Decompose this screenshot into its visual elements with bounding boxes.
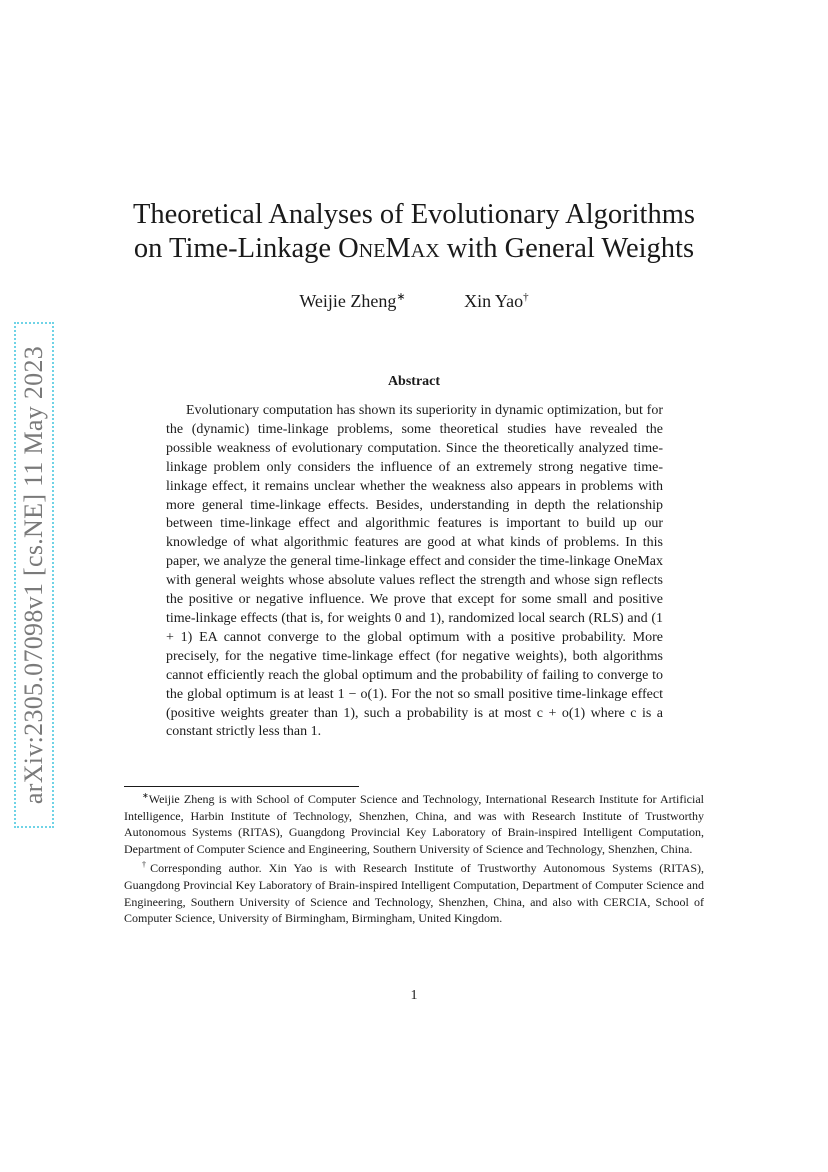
abstract-body: Evolutionary computation has shown its superiority in dynamic optimization, but for the (dynamic) time-linkage problems, some theoretical studies have revealed the possible weakness of evolutionary computation. Since the theoretically analyzed time-linkage problem only considers the influence of an extremely strong negative time-linkage effect, it remains unclear whether the weakness also appears in problems with more general time-linkage effects. Besides, understanding in depth the relationship between time-linkage effect and algorithmic features is important to build up our knowledge of what algorithmic features are good at what kinds of problems. In this paper, we analyze the general time-linkage effect and consider the time-linkage OneMax with general weights whose absolute values reflect the strength and whose sign reflects the positive or negative influence. We prove that except for some small and positive time-linkage effects (that is, for weights 0 and 1), randomized local search (RLS) and (1 + 1) EA cannot converge to the global optimum with a positive probability. More precisely, for the negative time-linkage effect (for negative weights), both algorithms cannot efficiently reach the global optimum and the probability of failing to converge to the global optimum is at least 1 − o(1). For the not so small positive time-linkage effect (positive weights greater than 1), such a probability is at most c + o(1) where c is a constant strictly less than 1. [166, 403, 663, 740]
title-problem-name: OneMax [338, 233, 440, 264]
footnote-author-zheng [124, 788, 704, 857]
footnote-rule [124, 786, 359, 787]
footnote-mark: ∗ [142, 791, 149, 800]
page-number: 1 [410, 988, 418, 1003]
author-name: Xin Yao [464, 291, 524, 311]
footnote-text: Corresponding author. Xin Yao is with Research Institute of Trustworthy Autonomous Systems (RITAS), Guangdong Provincial Key Laboratory of Brain-inspired Intelligent Computation, Department of Computer Science and Engineering, Southern University of Science and Technology, Shenzhen, China, and also with CERCIA, School of Computer Science, University of Birmingham, Birmingham, United Kingdom. [124, 861, 705, 926]
author-footnote-mark: † [523, 291, 529, 303]
title-line-2-suffix: with General Weights [439, 233, 695, 264]
author-name: Weijie Zheng [299, 291, 397, 311]
title-line-2-prefix: on Time-Linkage [133, 233, 339, 264]
author-yao [464, 291, 529, 312]
footnotes [124, 788, 704, 927]
title-line-1: Theoretical Analyses of Evolutionary Algorithms [133, 199, 695, 230]
arxiv-sidebar-stamp [14, 322, 54, 828]
title-line-2 [0, 232, 828, 266]
footnote-text: Weijie Zheng is with School of Computer Science and Technology, International Research Institute for Artificial Intelligence, Harbin Institute of Technology, Shenzhen, China, and was with Research Institute of Trustworthy Autonomous Systems (RITAS), Guangdong Provincial Key Laboratory of Brain-inspired Intelligent Computation, Department of Computer Science and Engineering, Southern University of Science and Technology, Shenzhen, China. [124, 792, 704, 856]
arxiv-identifier: arXiv:2305.07098v1 [cs.NE] 11 May 2023 [19, 345, 48, 805]
footnote-mark: † [142, 860, 151, 870]
author-list [0, 290, 828, 312]
footnote-author-yao [124, 857, 704, 926]
paper-title [0, 198, 828, 266]
abstract-heading: Abstract [387, 374, 441, 389]
author-footnote-mark: ∗ [396, 291, 406, 303]
author-zheng [299, 290, 405, 312]
